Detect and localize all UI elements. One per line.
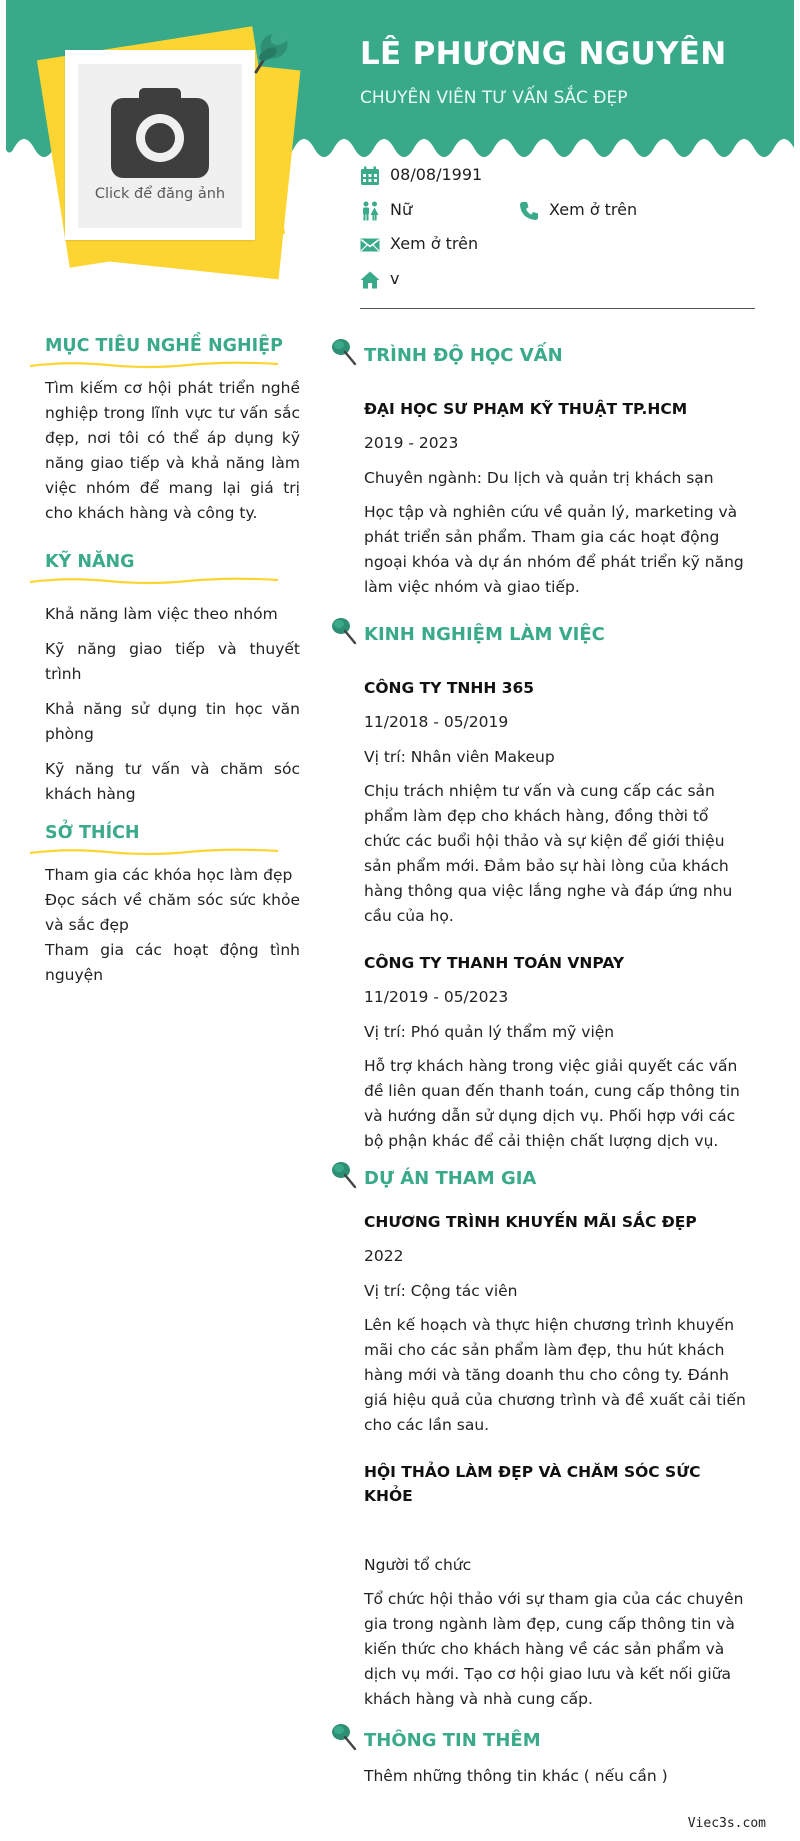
education-date: 2019 - 2023 (364, 434, 459, 452)
project-desc: Lên kế hoạch và thực hiện chương trình khuyến mãi cho các sản phẩm làm đẹp, thu hút khách hàng mới và tăng doanh thu cho công ty. Đánh giá hiệu quả của chương trình và đề xuất cải tiến cho các lần sau. (364, 1316, 746, 1434)
camera-icon (111, 88, 209, 178)
birthday-value: 08/08/1991 (390, 165, 483, 184)
skills-heading-text: KỸ NĂNG (45, 552, 135, 572)
job-entry (330, 951, 750, 1154)
objective-text: Tìm kiếm cơ hội phát triển nghề nghiệp trong lĩnh vực tư vấn sắc đẹp, nơi tôi có thể áp dụng kỹ năng giao tiếp và khả năng làm việc nhóm để mang lại giá trị cho khách hàng và công ty. (45, 379, 300, 522)
projects-heading-text: DỰ ÁN THAM GIA (364, 1168, 537, 1189)
additional-heading (330, 1720, 750, 1760)
phone-value: Xem ở trên (549, 200, 638, 219)
education-heading-text: TRÌNH ĐỘ HỌC VẤN (364, 345, 563, 366)
job-desc: Hỗ trợ khách hàng trong việc giải quyết các vấn đề liên quan đến thanh toán, cung cấp thông tin và hướng dẫn sử dụng dịch vụ. Phối hợp với các bộ phận khác để cải thiện chất lượng dịch vụ. (364, 1057, 740, 1150)
project-entry (330, 1460, 750, 1712)
education-major: Chuyên ngành: Du lịch và quản trị khách sạn (364, 469, 714, 487)
project-desc: Tổ chức hội thảo với sự tham gia của các chuyên gia trong ngành làm đẹp, cung cấp thông tin và kiến thức cho khách hàng về các sản phẩm và dịch vụ mới. Tạo cơ hội giao lưu và kết nối giữa khách hàng và nhà cung cấp. (364, 1590, 744, 1708)
objective-heading (28, 332, 300, 372)
home-icon (360, 270, 380, 290)
photo-upload[interactable] (78, 64, 242, 228)
pushpin-icon (330, 616, 358, 646)
job-title: CHUYÊN VIÊN TƯ VẤN SẮC ĐẸP (360, 88, 628, 108)
photo-frame (65, 50, 255, 240)
additional-entry (330, 1764, 750, 1788)
project-entry (330, 1210, 750, 1438)
project-role: Vị trí: Cộng tác viên (364, 1282, 518, 1300)
job-role: Vị trí: Nhân viên Makeup (364, 748, 555, 766)
school-name: ĐẠI HỌC SƯ PHẠM KỸ THUẬT TP.HCM (364, 400, 688, 418)
photo-area (40, 20, 300, 270)
hobby-item: Tham gia các hoạt động tình nguyện (45, 941, 300, 984)
wavy-underline (28, 847, 280, 857)
candidate-name: LÊ PHƯƠNG NGUYÊN (360, 36, 727, 72)
wavy-underline (28, 576, 280, 586)
objective-heading-text: MỤC TIÊU NGHỀ NGHIỆP (45, 336, 283, 356)
brand-watermark: Viec3s.com (687, 1816, 766, 1831)
skill-item: Kỹ năng giao tiếp và thuyết trình (45, 640, 300, 683)
gender-value: Nữ (390, 200, 413, 219)
project-role: Người tổ chức (364, 1556, 472, 1574)
hobbies-list (28, 863, 300, 988)
pushpin-icon (330, 337, 358, 367)
hobbies-heading (28, 819, 300, 859)
photo-caption: Click để đăng ảnh (94, 186, 226, 202)
job-date: 11/2019 - 05/2023 (364, 988, 509, 1006)
envelope-icon (360, 235, 380, 255)
hobby-item: Đọc sách về chăm sóc sức khỏe và sắc đẹp (45, 891, 300, 934)
email-value: Xem ở trên (390, 234, 479, 253)
phone-icon (519, 201, 539, 221)
additional-text: Thêm những thông tin khác ( nếu cần ) (364, 1767, 668, 1785)
skill-item: Khả năng làm việc theo nhóm (45, 605, 278, 623)
project-name: HỘI THẢO LÀM ĐẸP VÀ CHĂM SÓC SỨC KHỎE (364, 1463, 701, 1505)
right-column (330, 335, 750, 1788)
additional-heading-text: THÔNG TIN THÊM (364, 1730, 541, 1751)
company-name: CÔNG TY THANH TOÁN VNPAY (364, 954, 625, 972)
pushpin-icon (252, 26, 296, 76)
pushpin-icon (330, 1160, 358, 1190)
contact-divider (360, 308, 755, 309)
hobby-item: Tham gia các khóa học làm đẹp (45, 866, 293, 884)
company-name: CÔNG TY TNHH 365 (364, 679, 535, 697)
education-heading (330, 335, 750, 375)
job-entry (330, 676, 750, 929)
left-column (28, 332, 300, 988)
skill-item: Kỹ năng tư vấn và chăm sóc khách hàng (45, 760, 300, 803)
education-entry (330, 397, 750, 600)
skills-heading (28, 548, 300, 588)
job-desc: Chịu trách nhiệm tư vấn và cung cấp các sản phẩm làm đẹp cho khách hàng, đồng thời tổ chức các buổi hội thảo và sự kiện để giới thiệu sản phẩm mới. Đảm bảo sự hài lòng của khách hàng thông qua việc lắng nghe và đáp ứng nhu cầu của họ. (364, 782, 733, 925)
skills-list (28, 602, 300, 807)
gender-icon (360, 201, 380, 221)
project-name: CHƯƠNG TRÌNH KHUYẾN MÃI SẮC ĐẸP (364, 1213, 697, 1231)
project-date: 2022 (364, 1247, 404, 1265)
experience-heading-text: KINH NGHIỆM LÀM VIỆC (364, 624, 605, 645)
hobbies-heading-text: SỞ THÍCH (45, 823, 140, 843)
job-date: 11/2018 - 05/2019 (364, 713, 509, 731)
pushpin-icon (330, 1722, 358, 1752)
job-role: Vị trí: Phó quản lý thẩm mỹ viện (364, 1023, 615, 1041)
education-desc: Học tập và nghiên cứu về quản lý, marketing và phát triển sản phẩm. Tham gia các hoạt động ngoại khóa và dự án nhóm để phát triển kỹ năng làm việc nhóm và giao tiếp. (364, 503, 744, 596)
address-value: v (390, 269, 400, 288)
skill-item: Khả năng sử dụng tin học văn phòng (45, 700, 300, 743)
projects-heading (330, 1158, 750, 1198)
wavy-underline (28, 360, 280, 370)
calendar-icon (360, 166, 380, 186)
experience-heading (330, 614, 750, 654)
